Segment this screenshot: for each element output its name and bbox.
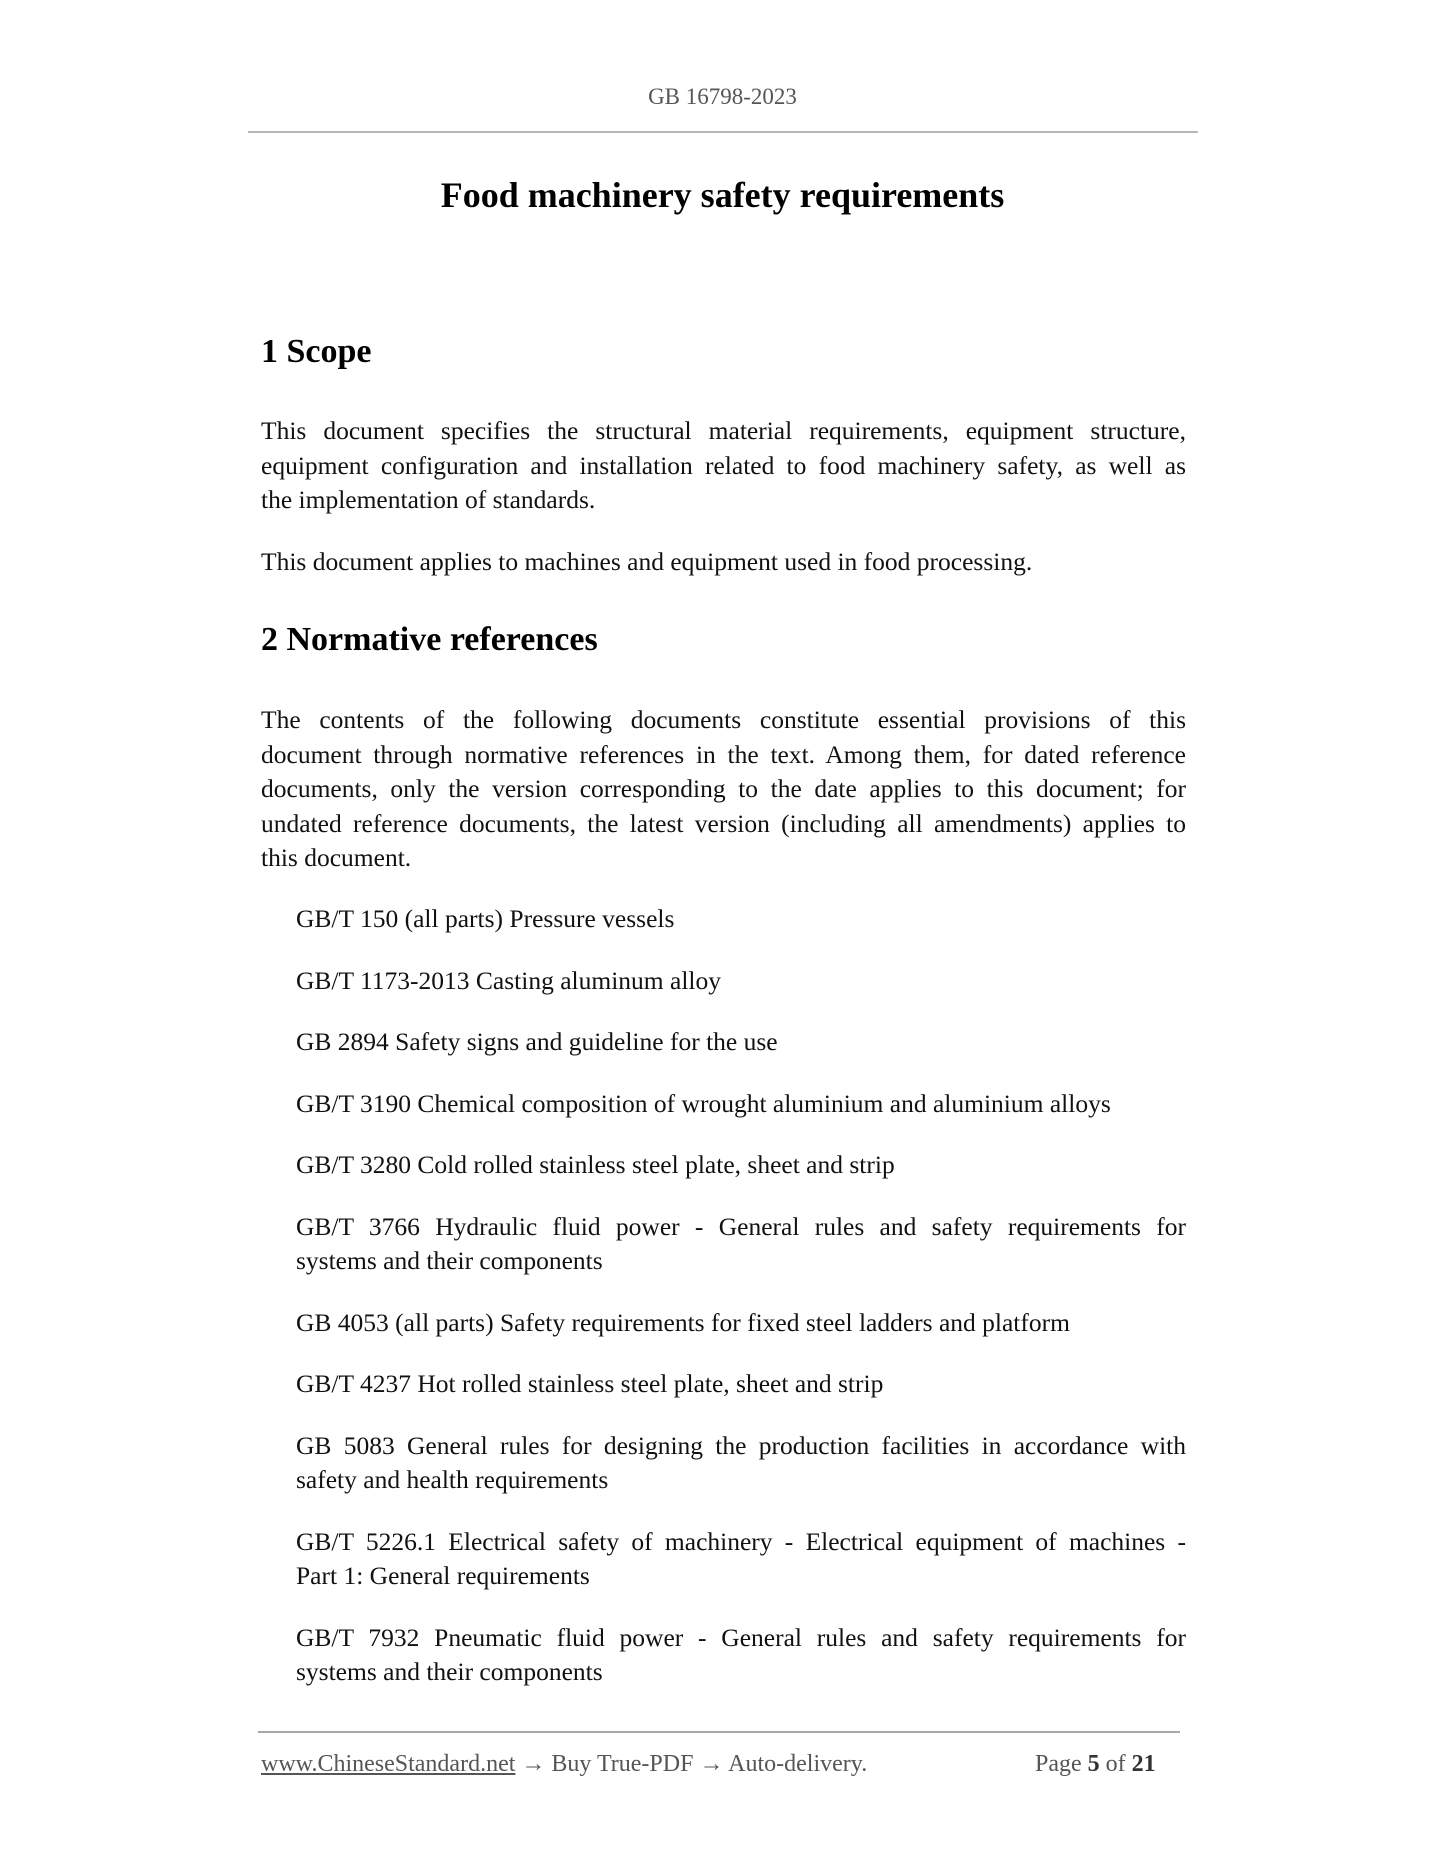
normative-references-intro	[261, 703, 1186, 876]
text-line: undated reference documents, the latest version (including all amendments) applies to	[261, 808, 1186, 838]
text-line: safety and health requirements	[296, 1465, 609, 1495]
section-heading-scope: 1 Scope	[261, 333, 372, 370]
current-page: 5	[1087, 1751, 1100, 1777]
text-line: GB/T 3190 Chemical composition of wrought aluminium and aluminium alloys	[296, 1088, 1111, 1118]
reference-item	[296, 1306, 1186, 1341]
text-line: systems and their components	[296, 1657, 603, 1687]
text-line: the implementation of standards.	[261, 485, 596, 515]
text-line: document through normative references in the text. Among them, for dated reference	[261, 739, 1186, 769]
text-line: GB 4053 (all parts) Safety requirements for fixed steel ladders and platform	[296, 1307, 1070, 1337]
text-line: GB 2894 Safety signs and guideline for the use	[296, 1027, 778, 1056]
section-heading-normative-references: 2 Normative references	[261, 621, 598, 658]
auto-delivery-text: Auto-delivery.	[728, 1751, 868, 1777]
text-line: This document applies to machines and equipment used in food processing.	[261, 547, 1033, 576]
text-line: systems and their components	[296, 1246, 603, 1276]
text-line: This document specifies the structural material requirements, equipment structure,	[261, 416, 1186, 445]
of-label: of	[1105, 1751, 1126, 1777]
document-title: Food machinery safety requirements	[440, 175, 1005, 215]
text-line: GB/T 7932 Pneumatic fluid power - General rules and safety requirements for	[296, 1622, 1186, 1652]
reference-item	[296, 1367, 1186, 1402]
buy-pdf-text: Buy True-PDF	[551, 1751, 694, 1777]
text-line: GB 5083 General rules for designing the production facilities in accordance with	[296, 1430, 1186, 1460]
arrow-right-icon: →	[699, 1751, 724, 1777]
reference-item	[296, 902, 1186, 937]
text-line: GB/T 4237 Hot rolled stainless steel plate, sheet and strip	[296, 1369, 884, 1399]
text-line: GB/T 3766 Hydraulic fluid power - General rules and safety requirements for	[296, 1211, 1186, 1241]
header-divider	[248, 131, 1198, 133]
reference-item	[296, 1148, 1186, 1183]
reference-item	[296, 1525, 1186, 1594]
text-line: equipment configuration and installation related to food machinery safety, as well as	[261, 450, 1186, 480]
footer-divider	[258, 1731, 1180, 1733]
total-pages: 21	[1131, 1751, 1156, 1777]
reference-item	[296, 1025, 1186, 1060]
page-number	[1035, 1751, 1156, 1778]
running-header: GB 16798-2023	[648, 84, 797, 109]
scope-paragraph-1	[261, 414, 1186, 518]
chinesestandard-link[interactable]: www.ChineseStandard.net	[261, 1751, 516, 1777]
reference-item	[296, 964, 1186, 999]
reference-item	[296, 1621, 1186, 1690]
footer-promo	[261, 1751, 867, 1778]
reference-item	[296, 1210, 1186, 1279]
text-line: GB/T 3280 Cold rolled stainless steel plate, sheet and strip	[296, 1150, 895, 1179]
text-line: documents, only the version corresponding to the date applies to this document; for	[261, 774, 1186, 804]
text-line: Part 1: General requirements	[296, 1561, 590, 1591]
arrow-right-icon: →	[521, 1751, 546, 1777]
text-line: The contents of the following documents constitute essential provisions of this	[261, 705, 1186, 734]
reference-item	[296, 1429, 1186, 1498]
scope-paragraph-2	[261, 545, 1186, 580]
text-line: GB/T 150 (all parts) Pressure vessels	[296, 904, 675, 933]
reference-item	[296, 1087, 1186, 1122]
text-line: GB/T 1173-2013 Casting aluminum alloy	[296, 965, 721, 995]
page-label: Page	[1035, 1751, 1082, 1777]
text-line: this document.	[261, 843, 412, 873]
text-line: GB/T 5226.1 Electrical safety of machinery - Electrical equipment of machines -	[296, 1526, 1186, 1556]
